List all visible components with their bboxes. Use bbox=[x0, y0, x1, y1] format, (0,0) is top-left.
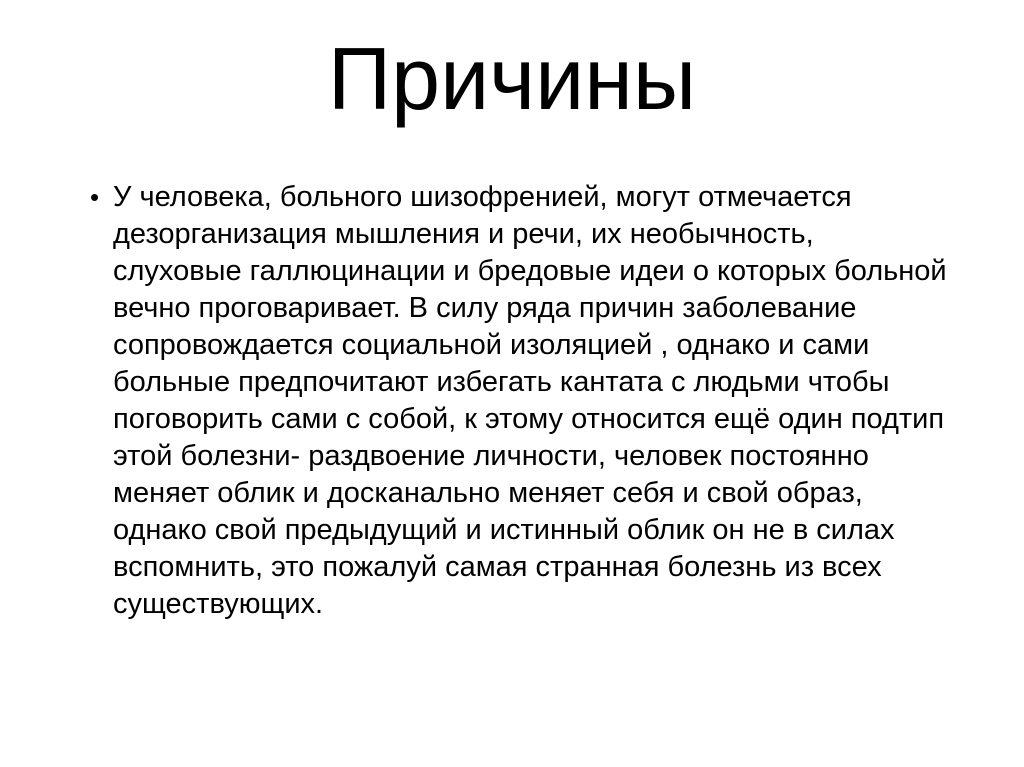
bullet-icon: • bbox=[90, 182, 100, 213]
bullet-text: У человека, больного шизофренией, могут отмечается дезорганизация мышления и речи, их необычность, слуховые галлюцинации и бредовые идеи о которых больной вечно проговаривает. В силу ряда причин заболевание сопровождается социальной изоляцией , однако и сами больные предпочитают избегать кантата с людьми чтобы поговорить сами с собой, к этому относится ещё один подтип этой болезни- раздвоение личности, человек постоянно меняет облик и досканально меняет себя и свой образ, однако свой предыдущий и истинный облик он не в силах вспомнить, это пожалуй самая странная болезнь из всех существующих. bbox=[113, 181, 947, 621]
slide-body bbox=[0, 179, 1024, 623]
bullet-item bbox=[90, 179, 964, 623]
slide-title: Причины bbox=[327, 29, 697, 128]
